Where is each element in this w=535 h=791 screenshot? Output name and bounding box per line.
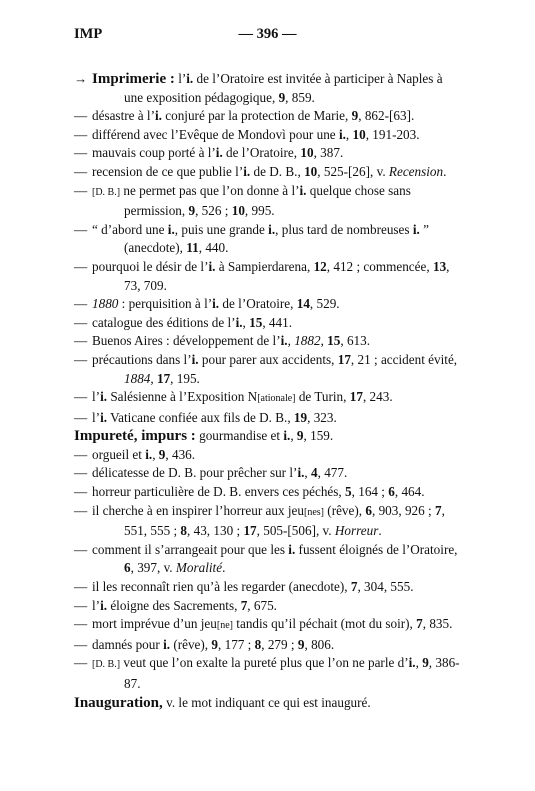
index-subentry bbox=[74, 483, 464, 502]
entry-headword: Imprimerie : bbox=[92, 71, 175, 87]
entry-headword: Impureté, impurs : bbox=[74, 428, 196, 445]
page-header bbox=[74, 26, 461, 46]
index-subentry bbox=[74, 126, 464, 145]
entry-dash: — bbox=[74, 258, 88, 274]
entry-dash: — bbox=[74, 351, 88, 367]
entry-text: damnés pour i. (rêve), 9, 177 ; 8, 279 ; 9, 806. bbox=[92, 636, 335, 652]
index-subentry bbox=[74, 578, 464, 597]
index-entry bbox=[74, 427, 464, 446]
entry-text: horreur particulière de D. B. envers ces péchés, 5, 164 ; 6, 464. bbox=[92, 484, 425, 500]
page-number: — 396 — bbox=[238, 26, 297, 42]
entry-text: Buenos Aires : développement de l’i., 1882, 15, 613. bbox=[92, 333, 371, 349]
index-subentry bbox=[74, 351, 464, 388]
entry-dash: — bbox=[74, 126, 88, 142]
entry-text: [D. B.] ne permet pas que l’on donne à l’i. quelque chose sans permission, 9, 526 ; 10, 995. bbox=[92, 182, 411, 219]
index-subentry bbox=[74, 464, 464, 483]
entry-dash: — bbox=[74, 484, 88, 500]
entry-dash: — bbox=[74, 145, 88, 161]
index-subentry bbox=[74, 221, 464, 258]
entry-dash: — bbox=[74, 465, 88, 481]
entry-dash: — bbox=[74, 389, 88, 405]
entry-text: pourquoi le désir de l’i. à Sampierdarena, 12, 412 ; commencée, 13, 73, 709. bbox=[92, 258, 450, 293]
entry-text: recension de ce que publie l’i. de D. B., 10, 525-[26], v. Recension. bbox=[92, 163, 447, 179]
index-subentry bbox=[74, 295, 464, 314]
entry-dash: — bbox=[74, 616, 88, 632]
index-subentry bbox=[74, 182, 464, 221]
index-entries bbox=[74, 70, 464, 712]
entry-text: mauvais coup porté à l’i. de l’Oratoire, 10, 387. bbox=[92, 145, 344, 161]
entry-text: différend avec l’Evêque de Mondovì pour une i., 10, 191-203. bbox=[92, 126, 420, 142]
entry-text: l’i. Salésienne à l’Exposition N[ationale] de Turin, 17, 243. bbox=[92, 389, 393, 405]
index-subentry bbox=[74, 107, 464, 126]
running-head: IMP bbox=[74, 26, 103, 42]
entry-text: “ d’abord une i., puis une grande i., plus tard de nombreuses i. ” (anecdote), 11, 440. bbox=[92, 221, 429, 256]
entry-dash: — bbox=[74, 597, 88, 613]
entry-text: délicatesse de D. B. pour prêcher sur l’i., 4, 477. bbox=[92, 465, 348, 481]
index-subentry bbox=[74, 409, 464, 428]
index-subentry bbox=[74, 388, 464, 409]
entry-dash: — bbox=[74, 579, 88, 595]
entry-dash: — bbox=[74, 333, 88, 349]
entry-dash: — bbox=[74, 502, 88, 518]
entry-dash: — bbox=[74, 182, 88, 198]
entry-text: il les reconnaît rien qu’à les regarder (anecdote), 7, 304, 555. bbox=[92, 579, 414, 595]
index-subentry bbox=[74, 502, 464, 541]
entry-text: mort imprévue d’un jeu[ne] tandis qu’il péchait (mot du soir), 7, 835. bbox=[92, 616, 453, 632]
entry-headword: Inauguration, bbox=[74, 694, 163, 711]
entry-dash: — bbox=[74, 409, 88, 425]
entry-text: il cherche à en inspirer l’horreur aux jeu[nes] (rêve), 6, 903, 926 ; 7, 551, 555 ; 8, 43, 130 ; 17, 505-[506], v. Horreur. bbox=[92, 502, 445, 539]
entry-text: l’i. Vaticane confiée aux fils de D. B., 19, 323. bbox=[92, 409, 337, 425]
index-subentry bbox=[74, 541, 464, 578]
index-subentry bbox=[74, 332, 464, 351]
entry-text: catalogue des éditions de l’i., 15, 441. bbox=[92, 314, 292, 330]
index-subentry bbox=[74, 314, 464, 333]
entry-dash: — bbox=[74, 221, 88, 237]
index-subentry bbox=[74, 163, 464, 182]
index-subentry bbox=[74, 636, 464, 655]
index-subentry bbox=[74, 446, 464, 465]
entry-text: gourmandise et i., 9, 159. bbox=[199, 428, 334, 444]
entry-dash: — bbox=[74, 296, 88, 312]
index-subentry bbox=[74, 144, 464, 163]
entry-text: précautions dans l’i. pour parer aux accidents, 17, 21 ; accident évité, 1884, 17, 195. bbox=[92, 351, 458, 386]
entry-text: comment il s’arrangeait pour que les i. fussent éloignés de l’Oratoire, 6, 397, v. Moralité. bbox=[92, 541, 458, 576]
entry-text: désastre à l’i. conjuré par la protection de Marie, 9, 862-[63]. bbox=[92, 108, 415, 124]
entry-dash: — bbox=[74, 636, 88, 652]
entry-text: l’i. éloigne des Sacrements, 7, 675. bbox=[92, 597, 277, 613]
index-subentry bbox=[74, 597, 464, 616]
entry-dash: — bbox=[74, 314, 88, 330]
index-entry bbox=[74, 694, 464, 713]
index-subentry bbox=[74, 258, 464, 295]
arrow-icon: → bbox=[74, 71, 88, 86]
index-entry bbox=[74, 70, 464, 107]
entry-dash: — bbox=[74, 108, 88, 124]
entry-text: [D. B.] veut que l’on exalte la pureté plus que l’on ne parle d’i., 9, 386-87. bbox=[92, 655, 460, 691]
entry-text: v. le mot indiquant ce qui est inauguré. bbox=[166, 694, 371, 710]
entry-text: l’i. de l’Oratoire est invitée à participer à Naples à une exposition pédagogique, 9, 859. bbox=[124, 71, 443, 105]
entry-text: orgueil et i., 9, 436. bbox=[92, 446, 196, 462]
entry-dash: — bbox=[74, 541, 88, 557]
entry-dash: — bbox=[74, 655, 88, 671]
index-subentry bbox=[74, 615, 464, 636]
entry-text: 1880 : perquisition à l’i. de l’Oratoire, 14, 529. bbox=[92, 296, 340, 312]
entry-dash: — bbox=[74, 163, 88, 179]
entry-dash: — bbox=[74, 446, 88, 462]
index-subentry bbox=[74, 654, 464, 693]
